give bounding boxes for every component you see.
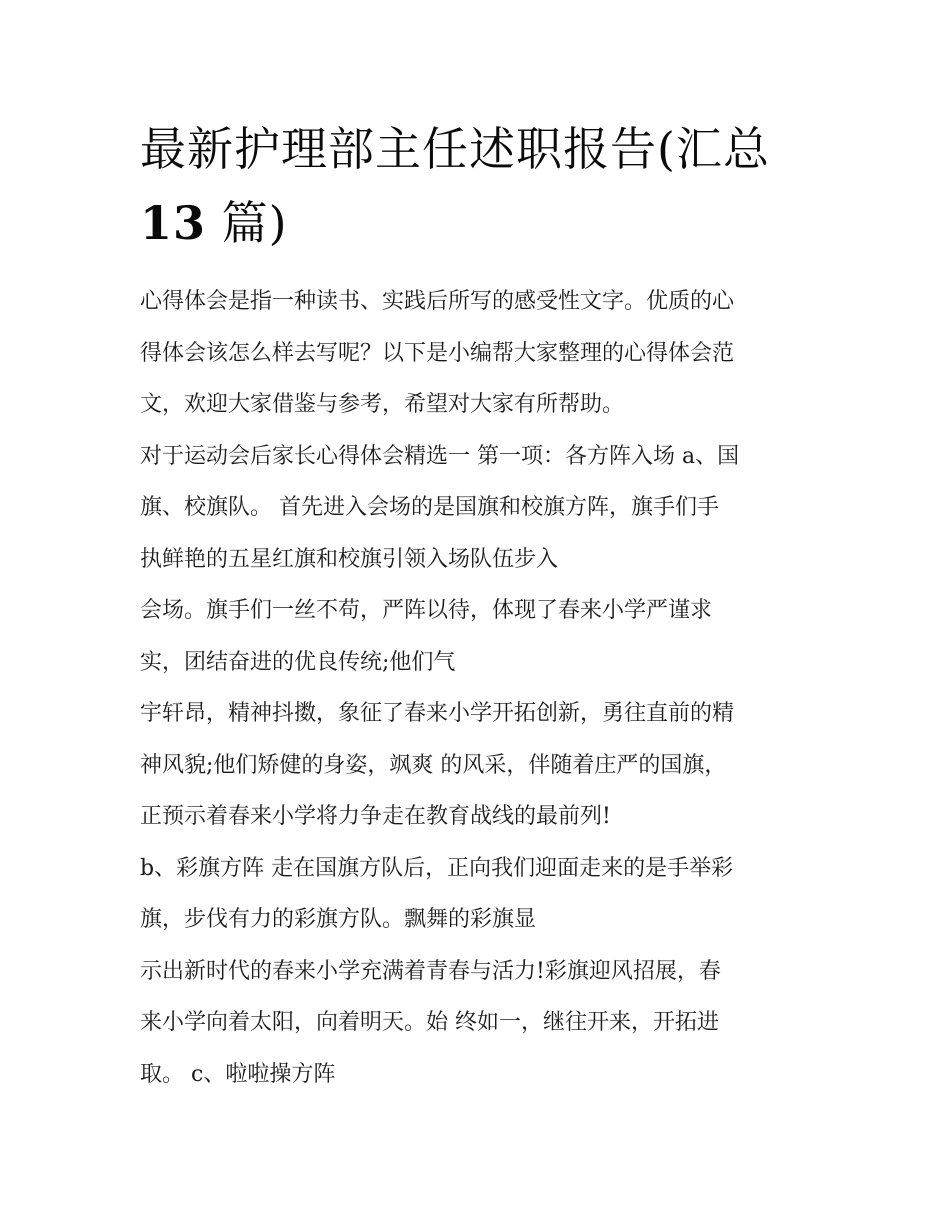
document-title: [140, 112, 830, 260]
body-line: 来小学向着太阳，向着明天。始 终如一，继往开来，开拓进: [140, 1010, 719, 1035]
body-line: 正预示着春来小学将力争走在教育战线的最前列!: [140, 804, 611, 829]
body-line: 取。 c、啦啦操方阵: [140, 1061, 336, 1087]
body-line: 得体会该怎么样去写呢？以下是小编帮大家整理的心得体会范: [140, 340, 735, 366]
body-line: 文，欢迎大家借鉴与参考，希望对大家有所帮助。: [140, 392, 625, 417]
body-line: 旗，步伐有力的彩旗方队。飘舞的彩旗显: [140, 907, 537, 932]
body-line: 宇轩昂，精神抖擞，象征了春来小学开拓创新，勇往直前的精: [140, 701, 735, 726]
title-line-2: 篇): [206, 196, 288, 250]
body-line: 会场。旗手们一丝不苟，严阵以待，体现了春来小学严谨求: [140, 598, 713, 623]
document-body: [140, 276, 830, 1100]
body-line: 对于运动会后家长心得体会精选一 第一项：各方阵入场 a、国: [140, 443, 740, 469]
body-line: 旗、校旗队。 首先进入会场的是国旗和校旗方阵，旗手们手: [140, 495, 719, 520]
body-line: 神风貌;他们矫健的身姿，飒爽 的风采，伴随着庄严的国旗，: [140, 752, 727, 778]
body-line: 执鲜艳的五星红旗和校旗引领入场队伍步入: [140, 546, 559, 572]
body-line: 心得体会是指一种读书、实践后所写的感受性文字。优质的心: [140, 289, 735, 314]
body-line: b、彩旗方阵 走在国旗方队后，正向我们迎面走来的是手举彩: [140, 855, 734, 881]
title-number: 13: [140, 196, 207, 250]
title-line-1: 最新护理部主任述职报告(汇总: [140, 122, 770, 176]
body-line: 示出新时代的春来小学充满着青春与活力!彩旗迎风招展，春: [140, 958, 721, 984]
body-line: 实，团结奋进的优良传统;他们气: [140, 649, 456, 675]
